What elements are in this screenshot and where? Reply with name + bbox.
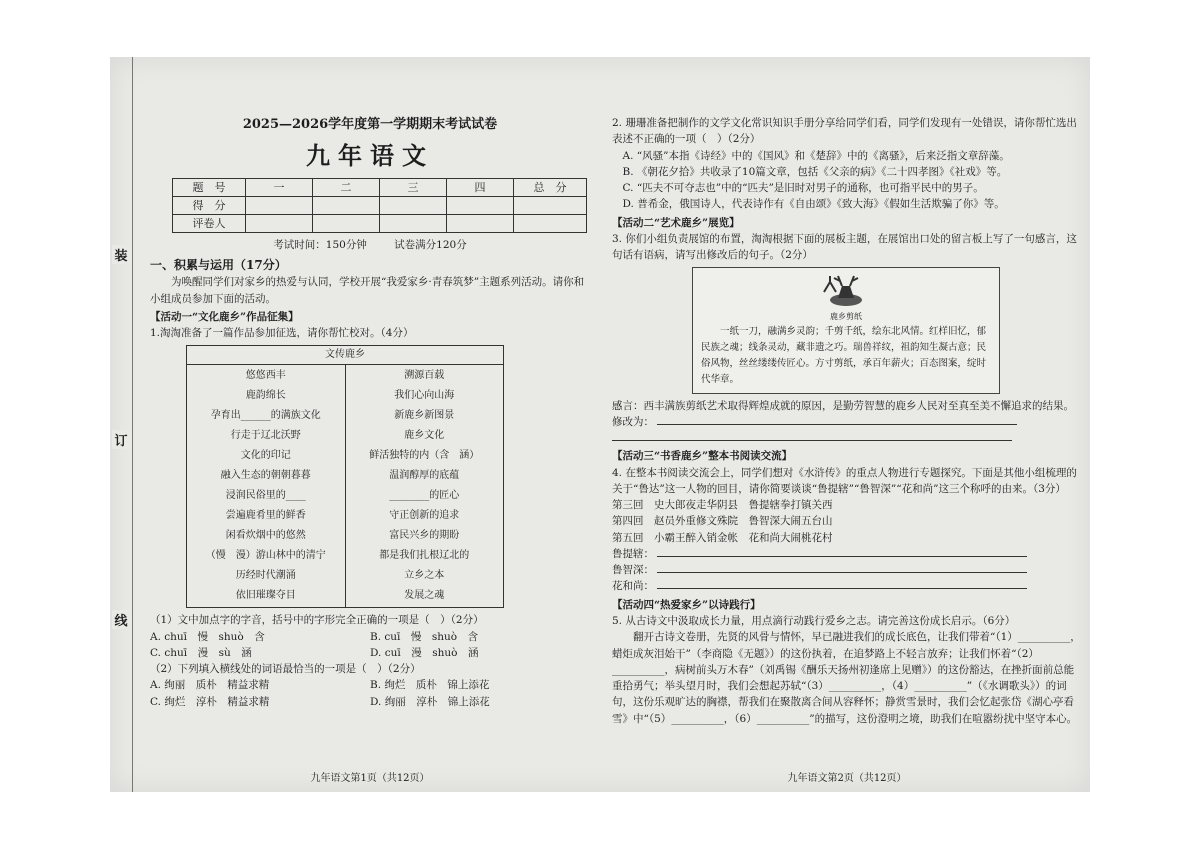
question-2: 2. 珊珊准备把制作的文学文化常识知识手册分享给同学们看，同学们发现有一处错误，请你帮忙选出表述不正确的一项（ ）（2分）	[612, 117, 1077, 146]
poem-line: 文化的印记	[240, 450, 291, 462]
intro-text: 为唤醒同学们对家乡的热爱与认同，学校开展“我爱家乡·青春筑梦”主题系列活动。请你和小组成员参加下面的活动。	[150, 276, 585, 305]
revision-label: 修改为：	[612, 415, 654, 428]
option-a[interactable]: A. 绚丽 质朴 精益求精	[150, 679, 270, 692]
poem-line: 悠悠西丰	[245, 370, 286, 382]
poem-line: 依旧璀璨夺目	[235, 590, 296, 602]
poem-line: 守正创新的追求	[389, 510, 460, 522]
answer-row	[612, 546, 1082, 562]
page-footer: 九年语文第2页（共12页）	[787, 772, 907, 784]
page-footer: 九年语文第1页（共12页）	[310, 772, 430, 784]
question-5: 5. 从古诗文中汲取成长力量，用点滴行动践行爱乡之志。请完善这份成长启示。（6分）	[612, 615, 1016, 627]
binding-mark: 线	[112, 610, 130, 629]
poem-line: 行走于辽北沃野	[230, 430, 301, 442]
poem-line: 我们心向山海	[394, 390, 455, 402]
option-d[interactable]: D. 普希金，俄国诗人，代表诗作有《自由颂》《致大海》《假如生活欺骗了你》等。	[622, 198, 1005, 211]
poem-line: （慢 漫）游山林中的清宁	[205, 550, 326, 562]
option-c[interactable]: C. chuī 漫 sù 涵	[150, 646, 252, 659]
poem-table	[186, 345, 504, 608]
answer-label: 鲁提辖：	[612, 547, 654, 560]
score-cell[interactable]	[514, 197, 587, 215]
option-c[interactable]: C. “匹夫不可夺志也”中的“匹夫”是旧时对男子的通称，也可指平民中的男子。	[622, 182, 984, 195]
question-1-1: （1）文中加点字的字音，括号中的字形完全正确的一项是（ ）（2分）	[150, 614, 484, 627]
poem-line: 尝遍鹿肴里的鲜香	[225, 510, 306, 522]
revision-line	[612, 414, 1082, 430]
poem-column-1	[187, 365, 346, 608]
score-cell[interactable]	[313, 197, 380, 215]
poem-line: 立乡之本	[404, 570, 445, 582]
option-a[interactable]: A. “风骚”本指《诗经》中的《国风》和《楚辞》中的《离骚》，后来泛指文章辞藻。	[622, 149, 1010, 162]
activity-heading: 【活动一“文化鹿乡”作品征集】	[150, 310, 299, 323]
poem-line: 鹿韵绵长	[245, 390, 286, 402]
poem-line: 融入生态的朝朝暮暮	[220, 470, 311, 482]
poem-line: 孕育出______的满族文化	[210, 410, 321, 422]
exam-time: 考试时间：150分钟	[273, 239, 367, 252]
chapter-line: 第四回 赵员外重修文殊院 鲁智深大闹五台山	[612, 515, 833, 528]
option-b[interactable]: B. cuī 慢 shuò 含	[370, 630, 479, 643]
question-3: 3. 你们小组负责展馆的布置，淘淘根据下面的展板主题，在展馆出口处的留言板上写了一句感言，这句话有语病，请写出修改后的句子。（2分）	[612, 232, 1077, 262]
option-d[interactable]: D. cuī 漫 shuò 涵	[370, 646, 479, 659]
option-d[interactable]: D. 绚丽 淳朴 锦上添花	[370, 695, 490, 708]
poem-line: 闲看炊烟中的悠然	[225, 530, 306, 542]
exam-full-score: 试卷满分120分	[394, 239, 467, 252]
exam-meta	[150, 237, 590, 253]
option-c[interactable]: C. 绚烂 淳朴 精益求精	[150, 695, 270, 708]
answer-blank[interactable]	[657, 556, 1027, 557]
poem-line: 新鹿乡新图景	[394, 410, 455, 422]
poem-column-2	[345, 365, 504, 608]
page-2	[612, 57, 1082, 792]
poem-line: ________的匠心	[389, 490, 460, 502]
activity-heading: 【活动二“艺术鹿乡”展览】	[612, 216, 740, 229]
answer-blank[interactable]	[657, 588, 1027, 589]
score-row-label: 得 分	[173, 197, 246, 215]
score-header-cell: 二	[313, 179, 380, 197]
exam-title: 2025—2026学年度第一学期期末考试试卷	[242, 117, 498, 132]
score-header-cell: 一	[246, 179, 313, 197]
binding-spine	[110, 57, 133, 792]
score-header-cell: 题 号	[173, 179, 246, 197]
option-row	[150, 677, 590, 693]
score-table	[172, 178, 587, 233]
binding-mark: 装	[112, 245, 130, 264]
deer-emblem-icon	[816, 272, 876, 310]
score-cell[interactable]	[380, 197, 447, 215]
score-cell[interactable]	[246, 197, 313, 215]
grader-cell[interactable]	[447, 215, 514, 233]
poem-line: 温润醇厚的底蕴	[389, 470, 460, 482]
exhibit-board	[692, 267, 1000, 393]
page-1	[150, 57, 590, 792]
answer-row	[612, 562, 1082, 578]
grader-cell[interactable]	[514, 215, 587, 233]
exam-sheet	[110, 57, 1090, 792]
activity-heading: 【活动四“热爱家乡”以诗践行】	[612, 598, 761, 611]
poem-line: 都是我们扎根辽北的	[379, 550, 470, 562]
option-row	[150, 645, 590, 661]
chapter-line: 第三回 史大郎夜走华阴县 鲁提辖拳打镇关西	[612, 499, 833, 512]
poem-line: 历经时代潮涌	[235, 570, 296, 582]
score-header-cell: 总 分	[514, 179, 587, 197]
question-5-body: 翻开古诗文卷册，先贤的风骨与情怀，早已融进我们的成长底色，让我们带着“（1）__________，蜡炬成灰泪始干”（李商隐《无题》）的这份执着，在追梦路上不轻言放弃；让我们怀着“（2）__________，病树前头万木春”（刘禹锡《酬乐天扬州初逢席上见赠》）的这份豁达，在挫折面前总能重拾勇气；举头望月时，我们会想起苏轼“（3）__________，（4）__________”（《水调歌头》）的词句，这份乐观旷达的胸襟，帮我们在聚散离合间从容释怀；静赏雪景时，我们会忆起张岱《湖心亭看雪》中“（5）__________，（6）__________”的描写，这份澄明之境，助我们在喧嚣纷扰中坚守本心。	[612, 631, 1081, 725]
score-cell[interactable]	[447, 197, 514, 215]
grader-row-label: 评卷人	[173, 215, 246, 233]
poem-line: 溯源百载	[404, 370, 445, 382]
question-1-2: （2）下列填入横线处的词语最恰当的一项是（ ）（2分）	[150, 663, 421, 676]
poem-line: 浸润民俗里的____	[225, 490, 306, 502]
exhibit-text: 一纸一刀，融满乡灵韵；千剪千纸，绘东北风情。红样旧忆，郁民族之魂；线条灵动，藏非遗之巧。瑞兽祥纹，祖韵知生凝古意；民俗风物，丝丝缕缕传匠心。方寸剪纸，承百年薪火；百态图案，绽时代华章。	[701, 325, 987, 386]
answer-blank[interactable]	[657, 572, 1027, 573]
question-4: 4. 在整本书阅读交流会上，同学们想对《水浒传》的重点人物进行专题探究。下面是其他小组梳理的关于“鲁达”这一人物的回目，请你简要谈谈“鲁提辖”“鲁智深”“花和尚”这三个称呼的由来。（3分）	[612, 466, 1077, 495]
poem-line: 富民兴乡的期盼	[389, 530, 460, 542]
option-b[interactable]: B. 绚烂 质朴 锦上添花	[370, 679, 490, 692]
grader-cell[interactable]	[246, 215, 313, 233]
chapter-line: 第五回 小霸王醉入销金帐 花和尚大闹桃花村	[612, 531, 833, 544]
section-heading: 一、积累与运用（17分）	[150, 257, 287, 272]
poem-line: 发展之魂	[404, 590, 445, 602]
grader-cell[interactable]	[313, 215, 380, 233]
score-header-cell: 四	[447, 179, 514, 197]
answer-blank[interactable]	[657, 424, 1017, 425]
grader-cell[interactable]	[380, 215, 447, 233]
binding-mark: 订	[112, 430, 130, 449]
answer-blank[interactable]	[612, 430, 1012, 441]
emblem-caption: 鹿乡剪纸	[830, 312, 862, 322]
subject-title: 九年语文	[306, 141, 434, 171]
option-row	[150, 694, 590, 710]
activity-heading: 【活动三“书香鹿乡”整本书阅读交流】	[612, 450, 793, 463]
poem-line: 鹿乡文化	[404, 430, 445, 442]
poem-line: 鲜活独特的内（含 涵）	[369, 450, 480, 462]
answer-label: 花和尚：	[612, 580, 654, 593]
option-row	[150, 629, 590, 645]
score-header-cell: 三	[380, 179, 447, 197]
question-1: 1.淘淘准备了一篇作品参加征选，请你帮忙校对。（4分）	[150, 327, 414, 340]
option-b[interactable]: B. 《朝花夕拾》共收录了10篇文章，包括《父亲的病》《二十四孝图》《社戏》等。	[622, 165, 1008, 178]
feedback-text: 感言：西丰满族剪纸艺术取得辉煌成就的原因，是勤劳智慧的鹿乡人民对至真至美不懈追求的结果。	[612, 399, 1074, 412]
answer-row	[612, 578, 1082, 594]
answer-label: 鲁智深：	[612, 564, 654, 577]
poem-title: 文传鹿乡	[187, 346, 504, 365]
option-a[interactable]: A. chuī 慢 shuò 含	[150, 630, 265, 643]
